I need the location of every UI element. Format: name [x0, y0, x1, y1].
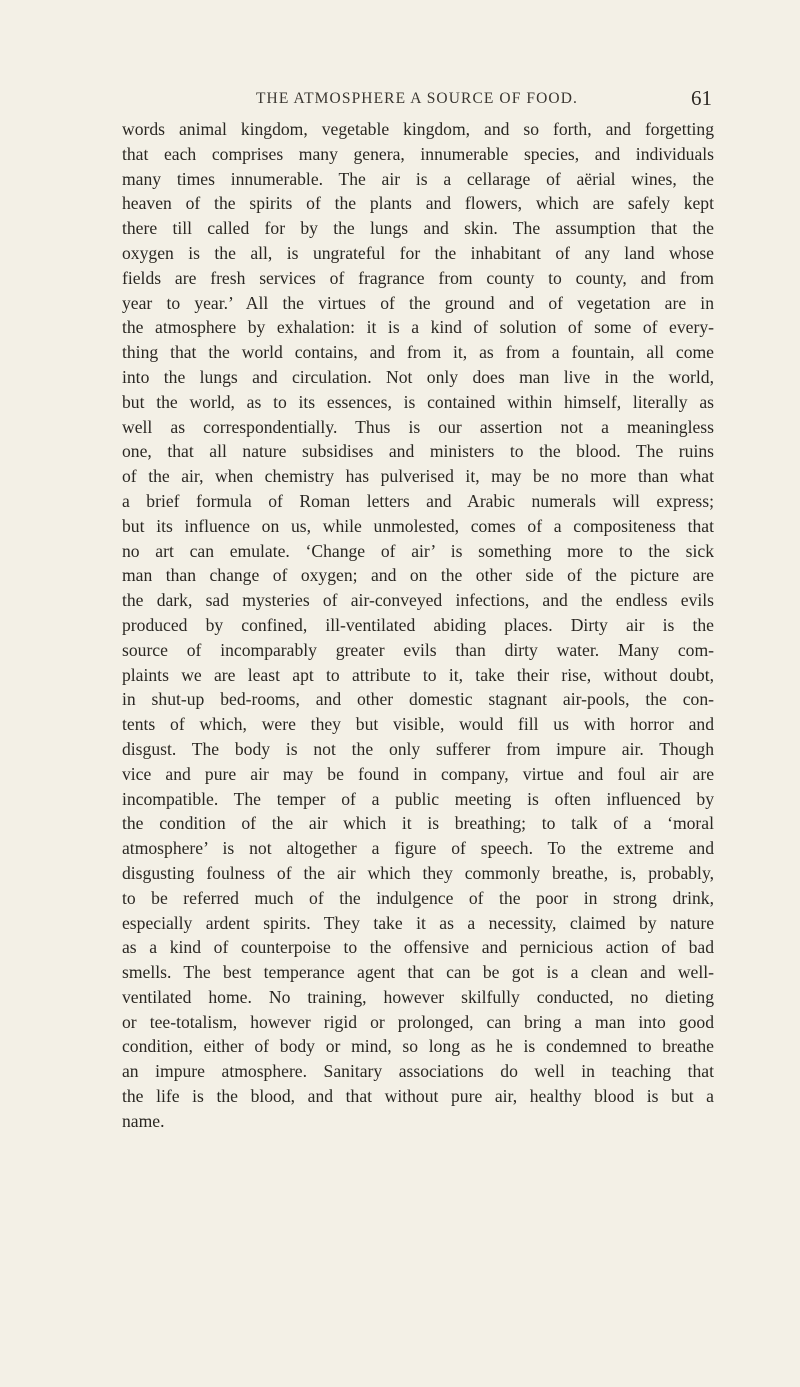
- text-line: incompatible. The temper of a public meeting is often influenced by: [122, 788, 714, 809]
- text-line: well as correspondentially. Thus is our assertion not a meaningless: [122, 416, 714, 437]
- text-line: atmosphere’ is not altogether a figure of speech. To the extreme and: [122, 838, 714, 859]
- text-line: man than change of oxygen; and on the other side of the picture are: [122, 565, 714, 586]
- text-line: but its influence on us, while unmolested, comes of a compositeness that: [122, 515, 714, 536]
- text-line: words animal kingdom, vegetable kingdom, and so forth, and forgetting: [122, 119, 714, 139]
- text-line: the dark, sad mysteries of air-conveyed infections, and the endless evils: [122, 590, 714, 611]
- text-line: there till called for by the lungs and skin. The assumption that the: [122, 218, 714, 239]
- text-line-final: name.: [122, 1110, 165, 1131]
- text-line: heaven of the spirits of the plants and flowers, which are safely kept: [122, 193, 714, 214]
- text-line: produced by confined, ill-ventilated abiding places. Dirty air is the: [122, 614, 714, 635]
- text-line: the life is the blood, and that without pure air, healthy blood is but a: [122, 1086, 714, 1107]
- text-line: fields are fresh services of fragrance from county to county, and from: [122, 267, 714, 288]
- text-line: thing that the world contains, and from it, as from a fountain, all come: [122, 342, 714, 363]
- body-text: [122, 117, 714, 1134]
- text-line: smells. The best temperance agent that can be got is a clean and well-: [122, 962, 714, 983]
- text-line: of the air, when chemistry has pulverised it, may be no more than what: [122, 466, 714, 487]
- text-line: into the lungs and circulation. Not only does man live in the world,: [122, 366, 714, 387]
- text-line: as a kind of counterpoise to the offensive and pernicious action of bad: [122, 937, 714, 958]
- text-line: disgusting foulness of the air which they commonly breathe, is, probably,: [122, 862, 714, 883]
- text-line: especially ardent spirits. They take it as a necessity, claimed by nature: [122, 912, 714, 933]
- text-line: no art can emulate. ‘Change of air’ is something more to the sick: [122, 540, 714, 561]
- text-line: the condition of the air which it is breathing; to talk of a ‘moral: [122, 813, 714, 834]
- text-line: vice and pure air may be found in company, virtue and foul air are: [122, 763, 714, 784]
- text-line: or tee-totalism, however rigid or prolonged, can bring a man into good: [122, 1011, 714, 1032]
- text-line: an impure atmosphere. Sanitary associations do well in teaching that: [122, 1061, 714, 1082]
- text-line: a brief formula of Roman letters and Arabic numerals will express;: [122, 490, 714, 511]
- text-line: disgust. The body is not the only sufferer from impure air. Though: [122, 738, 714, 759]
- text-line: many times innumerable. The air is a cellarage of aërial wines, the: [122, 168, 714, 189]
- text-line: plaints we are least apt to attribute to it, take their rise, without doubt,: [122, 664, 714, 685]
- text-line: oxygen is the all, is ungrateful for the inhabitant of any land whose: [122, 242, 714, 263]
- text-line: the atmosphere by exhalation: it is a kind of solution of some of every-: [122, 317, 714, 338]
- text-line: condition, either of body or mind, so long as he is condemned to breathe: [122, 1036, 714, 1057]
- running-title: THE ATMOSPHERE A SOURCE OF FOOD.: [255, 90, 578, 107]
- text-line: in shut-up bed-rooms, and other domestic stagnant air-pools, the con-: [122, 689, 714, 710]
- text-line: that each comprises many genera, innumerable species, and individuals: [122, 143, 714, 164]
- text-line: year to year.’ All the virtues of the ground and of vegetation are in: [122, 292, 714, 313]
- text-line: but the world, as to its essences, is contained within himself, literally as: [122, 391, 714, 412]
- page-number: 61: [691, 86, 712, 110]
- text-line: ventilated home. No training, however skilfully conducted, no dieting: [122, 986, 714, 1007]
- text-line: to be referred much of the indulgence of the poor in strong drink,: [122, 887, 714, 908]
- text-line: source of incomparably greater evils than dirty water. Many com-: [122, 639, 714, 660]
- page-header: [122, 88, 712, 112]
- text-line: tents of which, were they but visible, would fill us with horror and: [122, 714, 714, 735]
- text-line: one, that all nature subsidises and ministers to the blood. The ruins: [122, 441, 714, 462]
